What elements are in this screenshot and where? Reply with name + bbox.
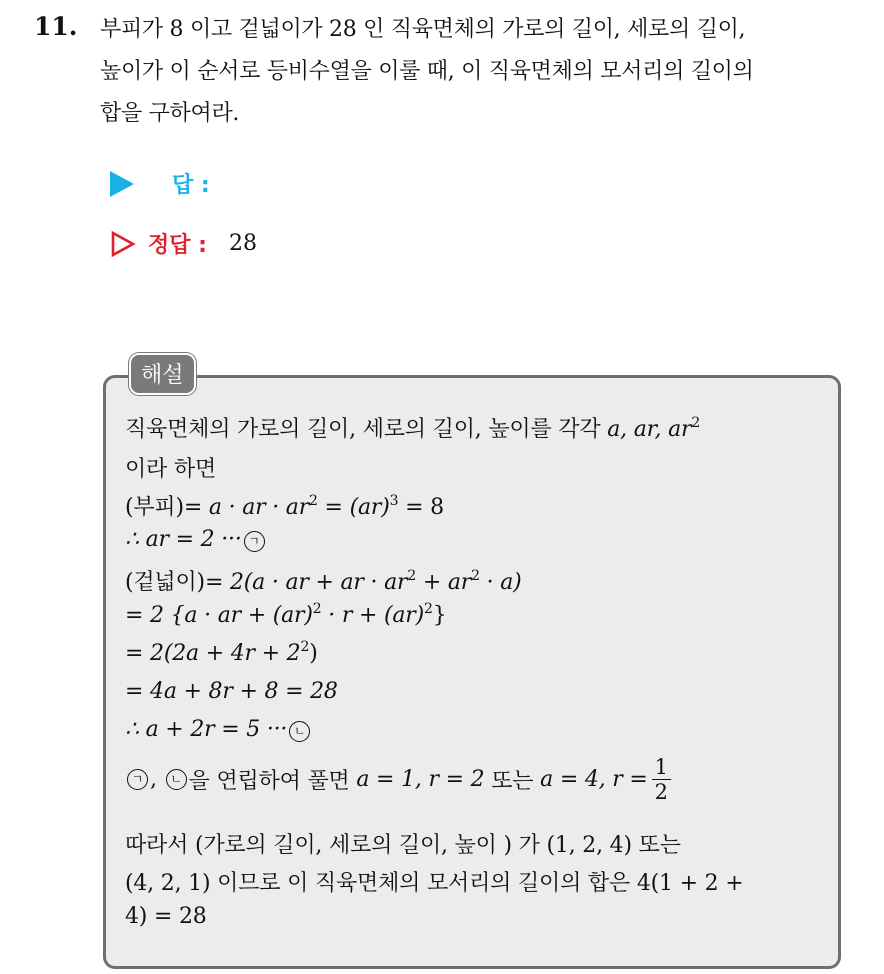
surface-area-label: (겉넓이) bbox=[125, 570, 205, 595]
exponent: 2 bbox=[312, 601, 322, 617]
solution-math: · a) bbox=[479, 570, 522, 595]
solution-line-8 bbox=[125, 679, 338, 704]
solution-math: + ar bbox=[416, 570, 472, 595]
solution-math: = 2 {a · ar + (ar) bbox=[125, 603, 313, 628]
solution-math: ∴ ar = 2 ··· bbox=[125, 527, 242, 552]
exponent: 2 bbox=[424, 601, 433, 617]
answer-row bbox=[110, 168, 210, 199]
play-triangle-icon bbox=[110, 171, 134, 197]
circled-marker-1: ㄱ bbox=[244, 531, 265, 552]
solution-math: = 4a + 8r + 8 = 28 bbox=[125, 679, 338, 704]
correct-answer-label: 정답 : bbox=[148, 233, 207, 258]
circled-marker-1: ㄱ bbox=[127, 769, 148, 790]
circled-marker-2: ㄴ bbox=[166, 769, 187, 790]
solution-line-5 bbox=[125, 565, 522, 596]
solution-line-11: 따라서 (가로의 길이, 세로의 길이, 높이 ) 가 (1, 2, 4) 또는 bbox=[125, 833, 681, 858]
exponent: 2 bbox=[691, 415, 701, 431]
correct-answer-row bbox=[110, 228, 257, 259]
solution-math: a = 1, r = 2 bbox=[356, 767, 485, 792]
solution-text: 직육면체의 가로의 길이, 세로의 길이, 높이를 각각 bbox=[125, 417, 601, 442]
fraction-denominator: 2 bbox=[654, 780, 668, 804]
solution-math: = a · ar · ar bbox=[183, 495, 310, 520]
solution-math: a = 4, r = bbox=[540, 767, 648, 792]
circled-marker-2: ㄴ bbox=[289, 721, 310, 742]
exponent: 2 bbox=[300, 639, 310, 655]
solution-math: = 2(a · ar + ar · ar bbox=[204, 570, 408, 595]
solution-line-3 bbox=[125, 490, 444, 521]
solution-line-9 bbox=[125, 717, 312, 742]
fraction-numerator: 1 bbox=[652, 755, 671, 780]
solution-text: 을 연립하여 풀면 bbox=[188, 769, 350, 794]
correct-answer-value: 28 bbox=[228, 231, 257, 256]
solution-math: } bbox=[432, 603, 447, 628]
answer-label: 답 : bbox=[172, 173, 210, 198]
solution-line-6 bbox=[125, 603, 447, 628]
question-line-1: 부피가 8 이고 겉넓이가 28 인 직육면체의 가로의 길이, 세로의 길이, bbox=[100, 17, 746, 42]
solution-math: = (ar) bbox=[317, 495, 390, 520]
question-line-3: 합을 구하여라. bbox=[100, 101, 240, 126]
question-number: 11. bbox=[34, 12, 78, 41]
solution-text: 또는 bbox=[491, 769, 534, 794]
solution-math: ∴ a + 2r = 5 ··· bbox=[125, 717, 288, 742]
solution-line-2: 이라 하면 bbox=[125, 457, 217, 482]
solution-line-10: ㄱ , ㄴ 을 연립하여 풀면 a = 1, r = 2 또는 a = 4, r = $\frac{1}{2}$ bbox=[125, 755, 671, 804]
solution-line-13: 4) = 28 bbox=[125, 904, 207, 929]
solution-math: = 8 bbox=[398, 495, 444, 520]
exponent: 3 bbox=[389, 493, 399, 509]
solution-line-1 bbox=[125, 412, 700, 443]
solution-line-7 bbox=[125, 641, 318, 666]
question-line-2: 높이가 이 순서로 등비수열을 이룰 때, 이 직육면체의 모서리의 길이의 bbox=[100, 59, 754, 84]
solution-math: · r + (ar) bbox=[321, 603, 424, 628]
solution-line-4 bbox=[125, 527, 267, 552]
exponent: 2 bbox=[407, 568, 417, 584]
solution-math: a, ar, ar bbox=[607, 417, 692, 442]
fraction bbox=[652, 755, 671, 804]
solution-tag: 해설 bbox=[129, 353, 196, 395]
exponent: 2 bbox=[471, 568, 480, 584]
outline-triangle-icon bbox=[110, 231, 136, 257]
solution-math: ) bbox=[309, 641, 318, 666]
solution-math: = 2(2a + 4r + 2 bbox=[125, 641, 301, 666]
solution-line-12: (4, 2, 1) 이므로 이 직육면체의 모서리의 길이의 합은 4(1 + 2 + bbox=[125, 871, 744, 896]
exponent: 2 bbox=[309, 493, 318, 509]
volume-label: (부피) bbox=[125, 495, 184, 520]
